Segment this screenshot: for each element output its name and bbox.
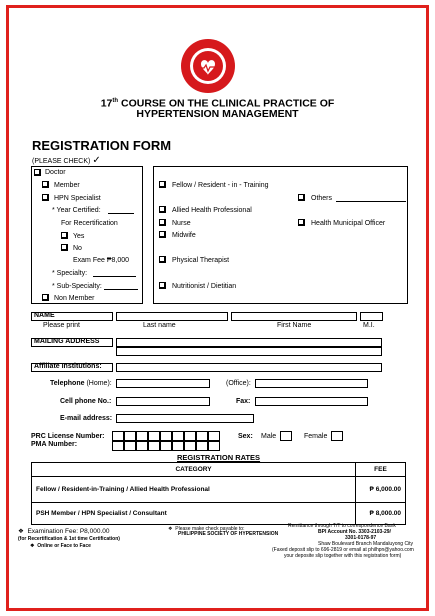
footer-faxed: (Faxed deposit slip to 696-2819 or email at philhpn@yahoo.com xyxy=(272,547,414,553)
sub-specialty-label: * Sub-Specialty: xyxy=(52,283,102,290)
year-certified-label: * Year Certified: xyxy=(52,207,101,214)
prc-digit-7[interactable] xyxy=(184,431,196,441)
allied-label: Allied Health Professional xyxy=(172,207,252,214)
prc-digit-8[interactable] xyxy=(196,431,208,441)
mi-label: M.I. xyxy=(363,322,375,329)
pma-digit-6[interactable] xyxy=(172,441,184,451)
doctor-label: Doctor xyxy=(45,169,66,176)
fellow-label: Fellow / Resident - in - Training xyxy=(172,182,269,189)
others-field[interactable] xyxy=(336,201,406,202)
telephone-home-field[interactable] xyxy=(116,379,210,388)
form-title: REGISTRATION FORM xyxy=(32,138,172,153)
please-check: (PLEASE CHECK) ✓ xyxy=(32,155,101,166)
course-title-line2: HYPERTENSION MANAGEMENT xyxy=(136,108,299,120)
pma-digit-5[interactable] xyxy=(160,441,172,451)
footer-branch: Shaw Boulevard Branch Mandaluyong City xyxy=(318,541,414,547)
member-checkbox[interactable] xyxy=(42,181,49,188)
recert-yes-checkbox[interactable] xyxy=(61,232,68,239)
midwife-checkbox[interactable] xyxy=(159,231,166,238)
psh-logo xyxy=(180,38,236,94)
specialty-field[interactable] xyxy=(93,276,136,277)
non-member-checkbox[interactable] xyxy=(42,294,49,301)
first-name-label: First Name xyxy=(277,322,312,329)
footer-acct2: 3301-0178-97 xyxy=(345,535,377,541)
footer-bpi: BPI Account No. 3303-2103-29/ xyxy=(318,529,391,535)
non-member-label: Non Member xyxy=(54,295,95,302)
exam-fee-label: Exam Fee ₱8,000 xyxy=(73,257,130,264)
midwife-label: Midwife xyxy=(172,232,196,239)
female-label: Female xyxy=(304,433,328,440)
rates-row xyxy=(32,477,406,503)
allied-checkbox[interactable] xyxy=(159,206,166,213)
category-header: CATEGORY xyxy=(32,463,356,477)
physical-therapist-checkbox[interactable] xyxy=(159,256,166,263)
name-header: NAME xyxy=(34,312,55,319)
others-label: Others xyxy=(311,195,333,202)
recertification-label: For Recertification xyxy=(61,220,118,227)
rate-category: Fellow / Resident-in-Training / Allied Health Professional xyxy=(32,477,356,503)
prc-digit-2[interactable] xyxy=(124,431,136,441)
footer-psh: PHILIPPINE SOCIETY OF HYPERTENSION xyxy=(178,531,279,537)
nutritionist-checkbox[interactable] xyxy=(159,282,166,289)
male-checkbox[interactable] xyxy=(280,431,292,441)
footer-recert: (for Recertification & 1st time Certification) xyxy=(18,536,120,542)
rates-row xyxy=(32,503,406,525)
check-icon: ✓ xyxy=(92,155,101,166)
mailing-address-label: MAILING ADDRESS xyxy=(34,338,100,345)
doctor-checkbox[interactable] xyxy=(34,169,41,176)
mailing-address-field-2[interactable] xyxy=(116,347,382,356)
prc-digit-9[interactable] xyxy=(208,431,220,441)
rate-fee: ₱ 8,000.00 xyxy=(356,503,406,525)
footer-remittance: Remittance through T/T to correspondence Bank xyxy=(288,523,396,529)
footer-exam-fee: ❖ Examination Fee: P8,000.00 xyxy=(18,528,110,535)
last-name-field[interactable] xyxy=(116,312,228,321)
pma-digit-4[interactable] xyxy=(148,441,160,451)
fax-label: Fax: xyxy=(236,398,251,405)
nurse-checkbox[interactable] xyxy=(159,219,166,226)
sub-specialty-field[interactable] xyxy=(104,289,138,290)
rate-fee: ₱ 6,000.00 xyxy=(356,477,406,503)
pma-digit-7[interactable] xyxy=(184,441,196,451)
recert-no-checkbox[interactable] xyxy=(61,244,68,251)
rate-category: PSH Member / HPN Specialist / Consultant xyxy=(32,503,356,525)
pma-digit-9[interactable] xyxy=(208,441,220,451)
footer-check-payable: ❖ Please make check payable to: xyxy=(168,526,245,532)
mailing-address-field-1[interactable] xyxy=(116,338,382,347)
fellow-checkbox[interactable] xyxy=(159,181,166,188)
cellphone-label: Cell phone No.: xyxy=(60,398,112,405)
telephone-office-field[interactable] xyxy=(255,379,368,388)
fax-field[interactable] xyxy=(255,397,368,406)
affiliate-label: Affiliate Institutions: xyxy=(34,363,102,370)
recert-yes-label: Yes xyxy=(73,233,85,240)
please-print-label: Please print xyxy=(43,322,80,329)
hpn-specialist-label: HPN Specialist xyxy=(54,195,101,202)
sex-label: Sex: xyxy=(238,433,253,440)
member-label: Member xyxy=(54,182,80,189)
prc-digit-3[interactable] xyxy=(136,431,148,441)
rates-header-row xyxy=(32,463,406,477)
pma-digit-8[interactable] xyxy=(196,441,208,451)
recert-no-label: No xyxy=(73,245,82,252)
year-certified-field[interactable] xyxy=(108,213,134,214)
cellphone-field[interactable] xyxy=(116,397,210,406)
email-label: E-mail address: xyxy=(60,415,113,422)
hpn-specialist-checkbox[interactable] xyxy=(42,194,49,201)
prc-digit-1[interactable] xyxy=(112,431,124,441)
male-label: Male xyxy=(261,433,277,440)
email-field[interactable] xyxy=(116,414,254,423)
mi-field[interactable] xyxy=(360,312,383,321)
first-name-field[interactable] xyxy=(231,312,357,321)
last-name-label: Last name xyxy=(143,322,176,329)
course-title-line1: 17th COURSE ON THE CLINICAL PRACTICE OF xyxy=(100,97,335,110)
rates-title: REGISTRATION RATES xyxy=(177,453,261,462)
footer-deposit: your deposite slip together with this registration form) xyxy=(284,553,402,559)
others-checkbox[interactable] xyxy=(298,194,305,201)
office-label: (Office): xyxy=(226,380,251,387)
prc-digit-6[interactable] xyxy=(172,431,184,441)
telephone-label: Telephone (Home): xyxy=(50,380,112,387)
fee-header: FEE xyxy=(356,463,406,477)
pma-digit-2[interactable] xyxy=(124,441,136,451)
footer-online: ❖ Online or Face to Face xyxy=(30,543,91,549)
nutritionist-label: Nutritionist / Dietitian xyxy=(172,283,237,290)
female-checkbox[interactable] xyxy=(331,431,343,441)
prc-digit-5[interactable] xyxy=(160,431,172,441)
prc-digit-4[interactable] xyxy=(148,431,160,441)
pma-label: PMA Number: xyxy=(31,441,78,448)
nurse-label: Nurse xyxy=(172,220,191,227)
health-officer-label: Health Municipal Officer xyxy=(311,220,386,227)
specialty-label: * Specialty: xyxy=(52,270,88,277)
prc-label: PRC License Number: xyxy=(31,433,105,440)
health-officer-checkbox[interactable] xyxy=(298,219,305,226)
pma-digit-1[interactable] xyxy=(112,441,124,451)
physical-therapist-label: Physical Therapist xyxy=(172,257,230,264)
affiliate-field[interactable] xyxy=(116,363,382,372)
rates-table xyxy=(31,462,406,525)
pma-digit-3[interactable] xyxy=(136,441,148,451)
